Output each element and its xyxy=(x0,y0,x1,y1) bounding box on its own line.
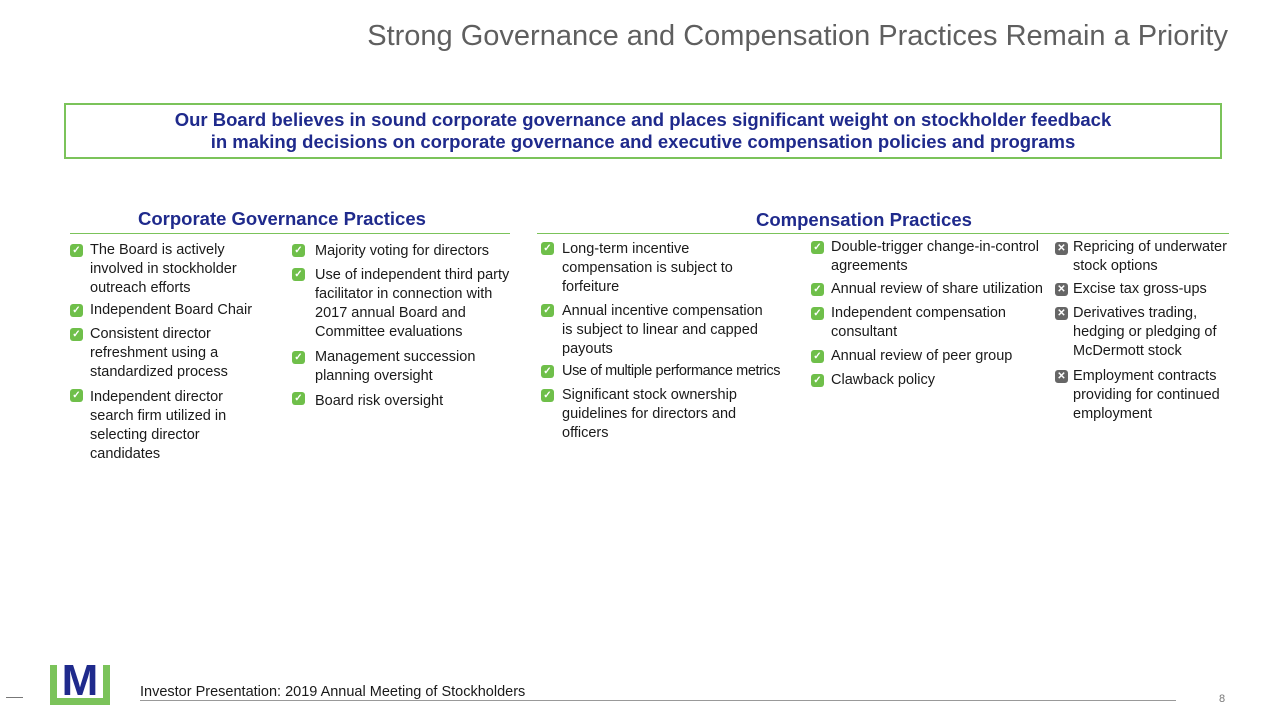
comp-prohibited-item: Repricing of underwater stock options xyxy=(1073,239,1227,274)
gov-item: Management succession planning oversight xyxy=(315,349,476,384)
slide-title: Strong Governance and Compensation Practices Remain a Priority xyxy=(367,20,1228,52)
check-icon: ✓ xyxy=(70,389,83,402)
check-icon: ✓ xyxy=(70,244,83,257)
callout-line-1: Our Board believes in sound corporate governance and places significant weight on stockholder feedback xyxy=(174,109,1112,130)
company-logo xyxy=(50,657,110,705)
gov-item: The Board is actively involved in stockholder outreach efforts xyxy=(90,242,237,296)
check-icon: ✓ xyxy=(541,389,554,402)
comp-item: Long-term incentive compensation is subject to forfeiture xyxy=(562,241,733,295)
x-icon: ✕ xyxy=(1055,307,1068,320)
gov-item: Use of independent third party facilitator in connection with 2017 annual Board and Committee evaluations xyxy=(315,267,510,340)
comp-item: Annual review of peer group xyxy=(831,348,1013,364)
gov-item: Independent Board Chair xyxy=(90,302,253,318)
check-icon: ✓ xyxy=(541,304,554,317)
check-icon: ✓ xyxy=(811,283,824,296)
comp-prohibited-item: Excise tax gross-ups xyxy=(1073,281,1207,297)
check-icon: ✓ xyxy=(292,351,305,364)
governance-heading: Corporate Governance Practices xyxy=(138,208,426,229)
check-icon: ✓ xyxy=(541,242,554,255)
compensation-heading: Compensation Practices xyxy=(756,209,972,230)
check-icon: ✓ xyxy=(811,241,824,254)
check-icon: ✓ xyxy=(811,307,824,320)
footer-dash xyxy=(6,697,23,698)
callout-line-2: in making decisions on corporate governance and executive compensation policies and programs xyxy=(210,131,1076,152)
comp-item: Clawback policy xyxy=(831,372,935,388)
check-icon: ✓ xyxy=(811,350,824,363)
comp-item: Significant stock ownership guidelines for directors and officers xyxy=(562,387,737,441)
comp-prohibited-item: Derivatives trading, hedging or pledging of McDermott stock xyxy=(1073,305,1217,359)
x-icon: ✕ xyxy=(1055,370,1068,383)
governance-divider xyxy=(70,233,510,234)
x-icon: ✕ xyxy=(1055,242,1068,255)
compensation-divider xyxy=(537,233,1229,234)
gov-item: Board risk oversight xyxy=(315,393,444,409)
board-statement-callout xyxy=(64,103,1222,159)
check-icon: ✓ xyxy=(70,304,83,317)
check-icon: ✓ xyxy=(541,365,554,378)
check-icon: ✓ xyxy=(70,328,83,341)
check-icon: ✓ xyxy=(292,392,305,405)
comp-item: Independent compensation consultant xyxy=(831,305,1006,340)
x-icon: ✕ xyxy=(1055,283,1068,296)
gov-item: Consistent director refreshment using a standardized process xyxy=(90,326,228,380)
check-icon: ✓ xyxy=(292,268,305,281)
check-icon: ✓ xyxy=(811,374,824,387)
footer-text: Investor Presentation: 2019 Annual Meeting of Stockholders xyxy=(140,684,526,700)
gov-item: Independent director search firm utilized in selecting director candidates xyxy=(90,389,227,462)
page-number: 8 xyxy=(1219,693,1226,705)
comp-item: Use of multiple performance metrics xyxy=(562,363,781,379)
gov-item: Majority voting for directors xyxy=(315,243,490,259)
check-icon: ✓ xyxy=(292,244,305,257)
comp-item: Annual review of share utilization xyxy=(831,281,1043,297)
footer-rule xyxy=(140,700,1176,701)
comp-item: Annual incentive compensation is subject to linear and capped payouts xyxy=(562,303,763,357)
logo-letter: M xyxy=(61,657,99,705)
comp-item: Double-trigger change-in-control agreements xyxy=(831,239,1039,274)
comp-prohibited-item: Employment contracts providing for continued employment xyxy=(1073,368,1220,422)
